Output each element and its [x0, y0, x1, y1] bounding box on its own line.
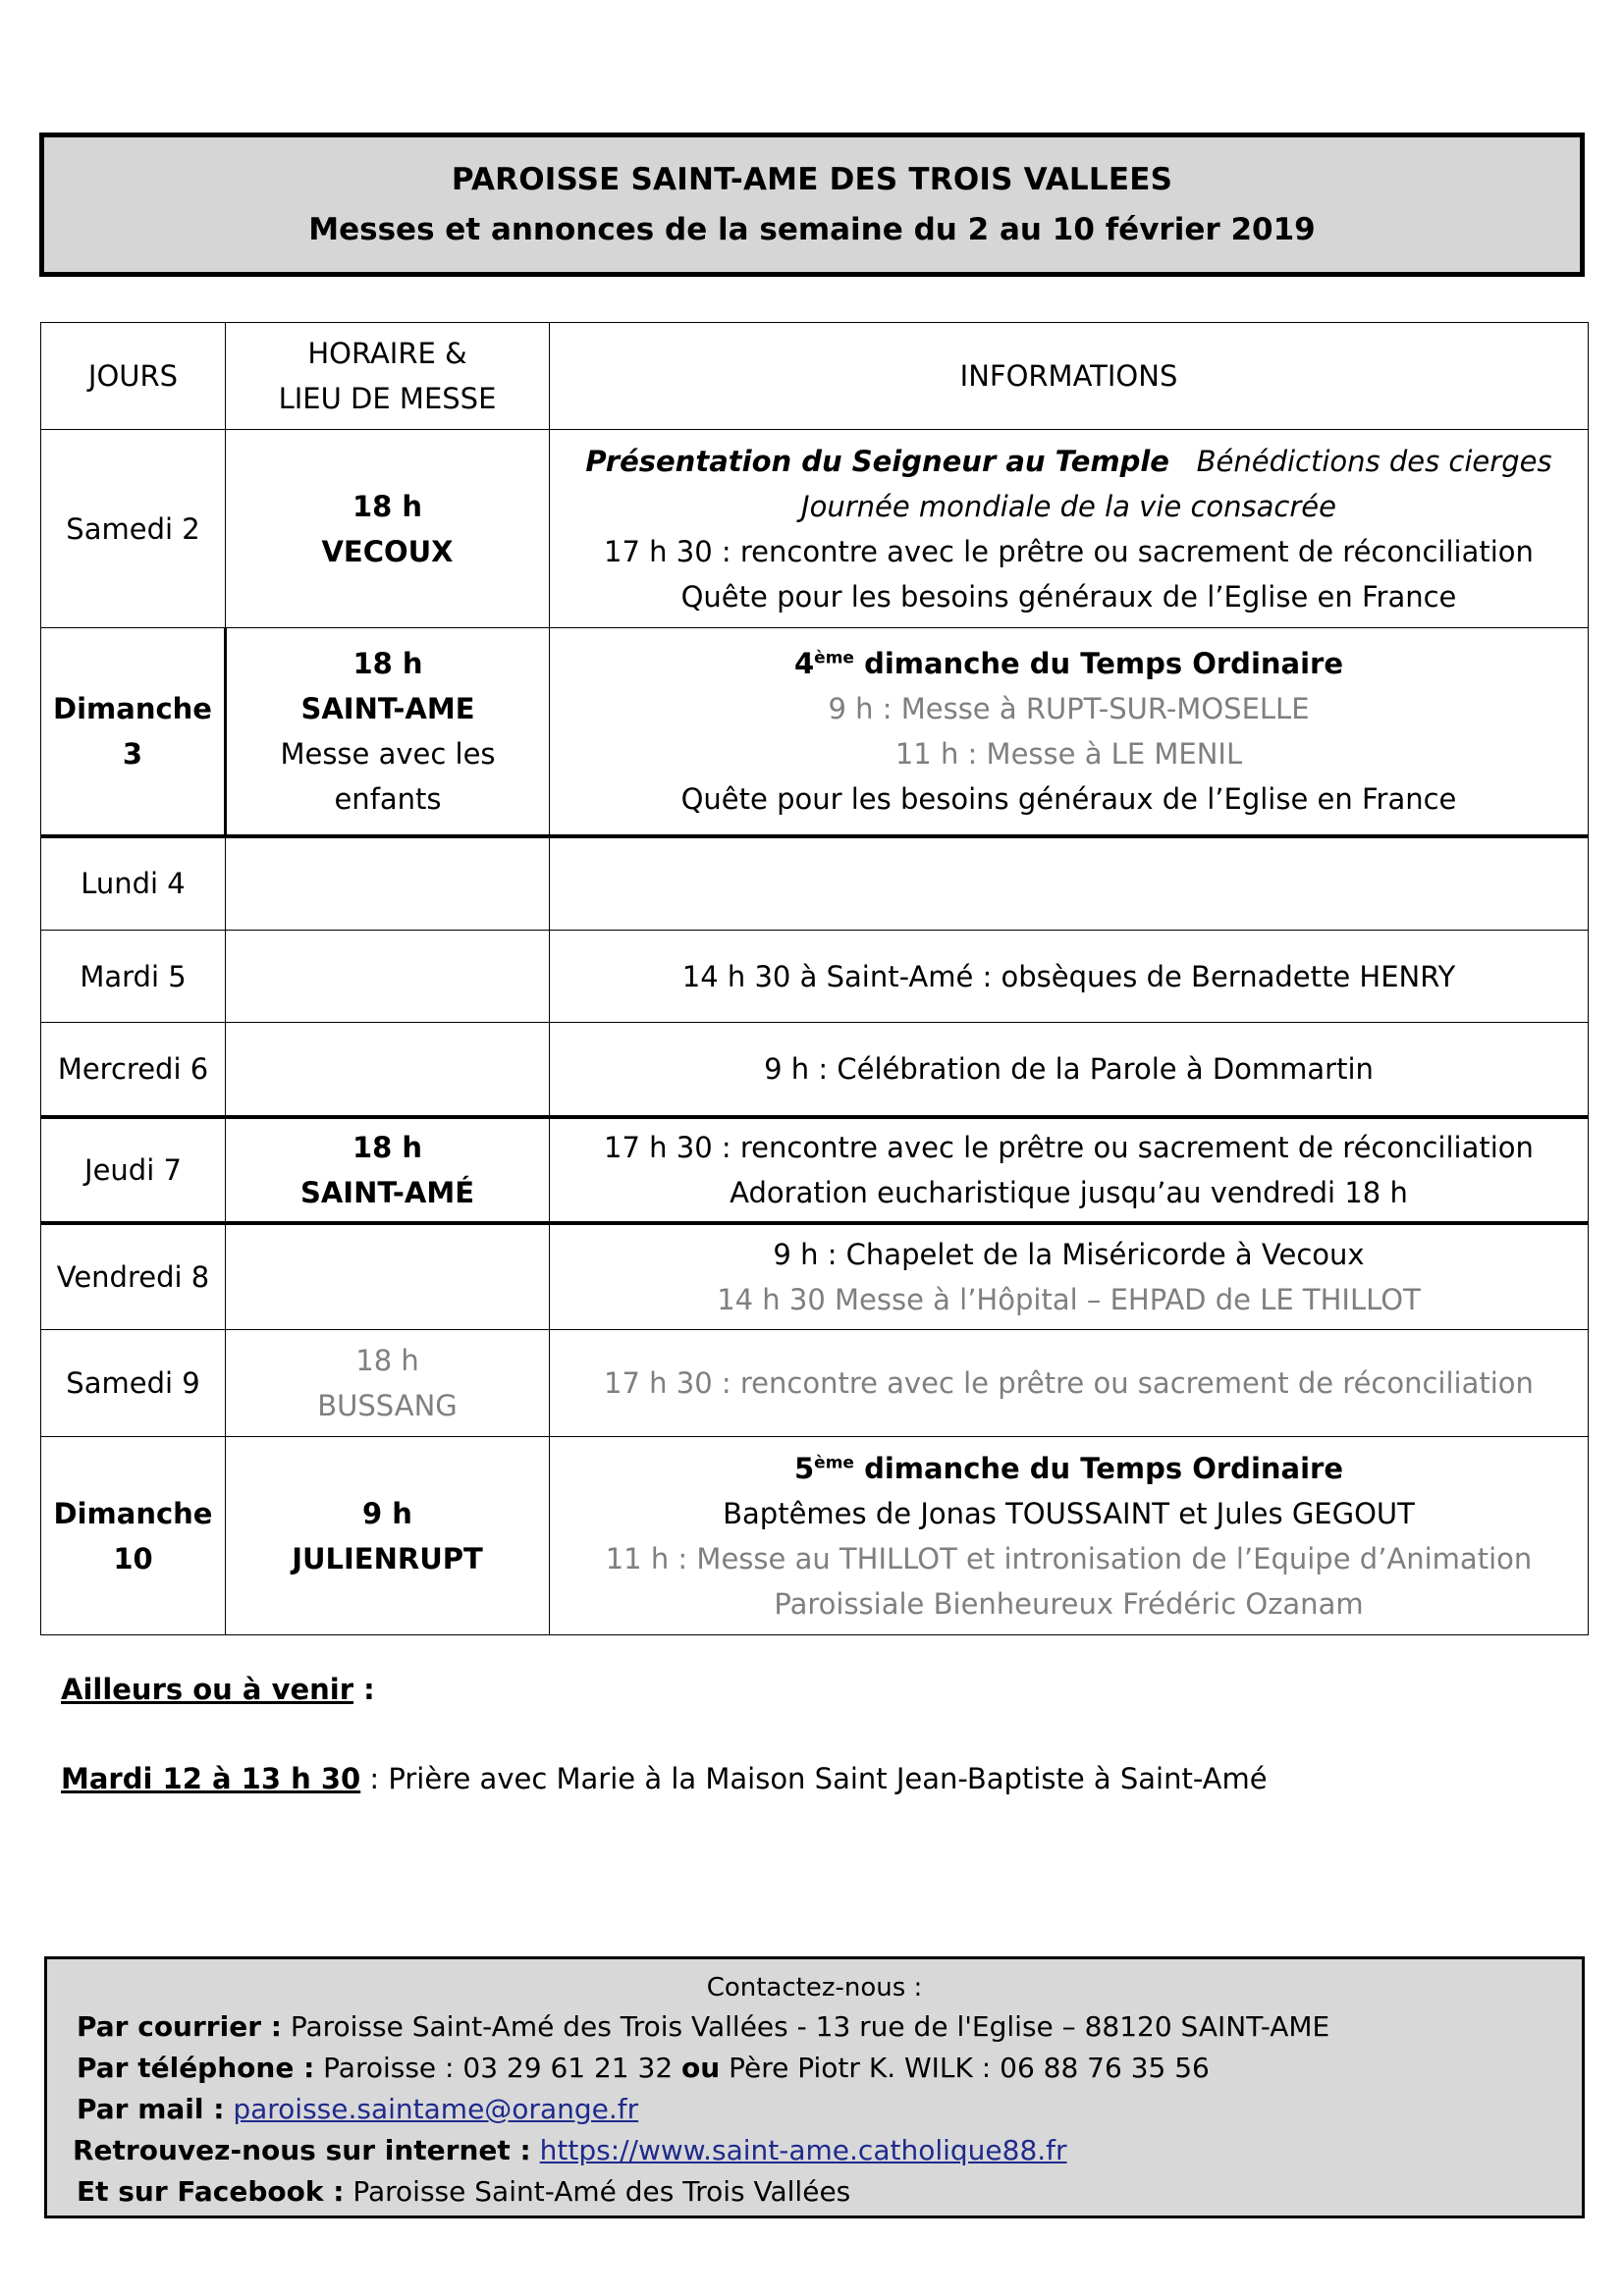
table-row	[41, 836, 1589, 931]
table-row	[41, 931, 1589, 1023]
mass-cell: 18 h SAINT-AME Messe avec les enfants	[226, 628, 550, 836]
day-cell: Vendredi 8	[41, 1223, 226, 1330]
day-cell: Dimanche 3	[41, 628, 226, 836]
day-cell: Jeudi 7	[41, 1117, 226, 1223]
info-cell: 17 h 30 : rencontre avec le prêtre ou sacrement de réconciliation Adoration eucharistique jusqu’au vendredi 18 h	[550, 1117, 1589, 1223]
table-header-row	[41, 323, 1589, 430]
table-row	[41, 1437, 1589, 1635]
website-link[interactable]: https://www.saint-ame.catholique88.fr	[539, 2134, 1067, 2166]
day-cell: Dimanche 10	[41, 1437, 226, 1635]
day-cell: Samedi 9	[41, 1330, 226, 1437]
day-cell: Mercredi 6	[41, 1023, 226, 1117]
elsewhere-item: Mardi 12 à 13 h 30 : Prière avec Marie à la Maison Saint Jean-Baptiste à Saint-Amé	[61, 1762, 1268, 1795]
info-cell: 14 h 30 à Saint-Amé : obsèques de Bernadette HENRY	[550, 931, 1589, 1023]
contact-phone: Par téléphone : Paroisse : 03 29 61 21 32 ou Père Piotr K. WILK : 06 88 76 35 56	[77, 2052, 1210, 2084]
info-cell	[550, 836, 1589, 931]
table-row	[41, 430, 1589, 628]
elsewhere-heading: Ailleurs ou à venir :	[61, 1673, 375, 1706]
info-cell: 9 h : Célébration de la Parole à Dommartin	[550, 1023, 1589, 1117]
mass-cell	[226, 931, 550, 1023]
mass-cell: 18 h SAINT-AMÉ	[226, 1117, 550, 1223]
day-cell: Lundi 4	[41, 836, 226, 931]
email-link[interactable]: paroisse.saintame@orange.fr	[233, 2093, 639, 2125]
day-cell: Samedi 2	[41, 430, 226, 628]
contact-heading: Contactez-nous :	[706, 1973, 923, 2002]
mass-cell: 18 h BUSSANG	[226, 1330, 550, 1437]
mass-cell	[226, 1223, 550, 1330]
mass-cell	[226, 1023, 550, 1117]
contact-facebook: Et sur Facebook : Paroisse Saint-Amé des Trois Vallées	[77, 2175, 851, 2208]
info-cell: 17 h 30 : rencontre avec le prêtre ou sacrement de réconciliation	[550, 1330, 1589, 1437]
parish-title: PAROISSE SAINT-AME DES TROIS VALLEES	[451, 162, 1173, 197]
table-row	[41, 1117, 1589, 1223]
mass-cell	[226, 836, 550, 931]
mass-cell: 9 h JULIENRUPT	[226, 1437, 550, 1635]
info-cell: 4ème dimanche du Temps Ordinaire 9 h : Messe à RUPT-SUR-MOSELLE 11 h : Messe à LE MENIL Quête pour les besoins généraux de l’Eglise en France	[550, 628, 1589, 836]
col-header-info: INFORMATIONS	[550, 323, 1589, 430]
table-row	[41, 1023, 1589, 1117]
col-header-days: JOURS	[41, 323, 226, 430]
schedule-table	[40, 322, 1589, 1635]
table-row	[41, 1223, 1589, 1330]
table-row	[41, 628, 1589, 836]
info-cell: Présentation du Seigneur au Temple Bénédictions des cierges Journée mondiale de la vie consacrée 17 h 30 : rencontre avec le prêtre ou sacrement de réconciliation Quête pour les besoins généraux de l’Eglise en France	[550, 430, 1589, 628]
week-subtitle: Messes et annonces de la semaine du 2 au 10 février 2019	[308, 212, 1316, 247]
table-row	[41, 1330, 1589, 1437]
day-cell: Mardi 5	[41, 931, 226, 1023]
contact-post: Par courrier : Paroisse Saint-Amé des Trois Vallées - 13 rue de l'Eglise – 88120 SAINT-AME	[77, 2010, 1330, 2043]
title-box	[39, 133, 1585, 277]
contact-box	[44, 1956, 1585, 2218]
info-cell: 9 h : Chapelet de la Miséricorde à Vecoux 14 h 30 Messe à l’Hôpital – EHPAD de LE THILLOT	[550, 1223, 1589, 1330]
col-header-mass: HORAIRE & LIEU DE MESSE	[226, 323, 550, 430]
info-cell: 5ème dimanche du Temps Ordinaire Baptêmes de Jonas TOUSSAINT et Jules GEGOUT 11 h : Messe au THILLOT et intronisation de l’Equipe d’Animation Paroissiale Bienheureux Frédéric Ozanam	[550, 1437, 1589, 1635]
contact-web: Retrouvez-nous sur internet : https://www.saint-ame.catholique88.fr	[73, 2134, 1067, 2166]
mass-cell: 18 h VECOUX	[226, 430, 550, 628]
contact-email: Par mail : paroisse.saintame@orange.fr	[77, 2093, 639, 2125]
